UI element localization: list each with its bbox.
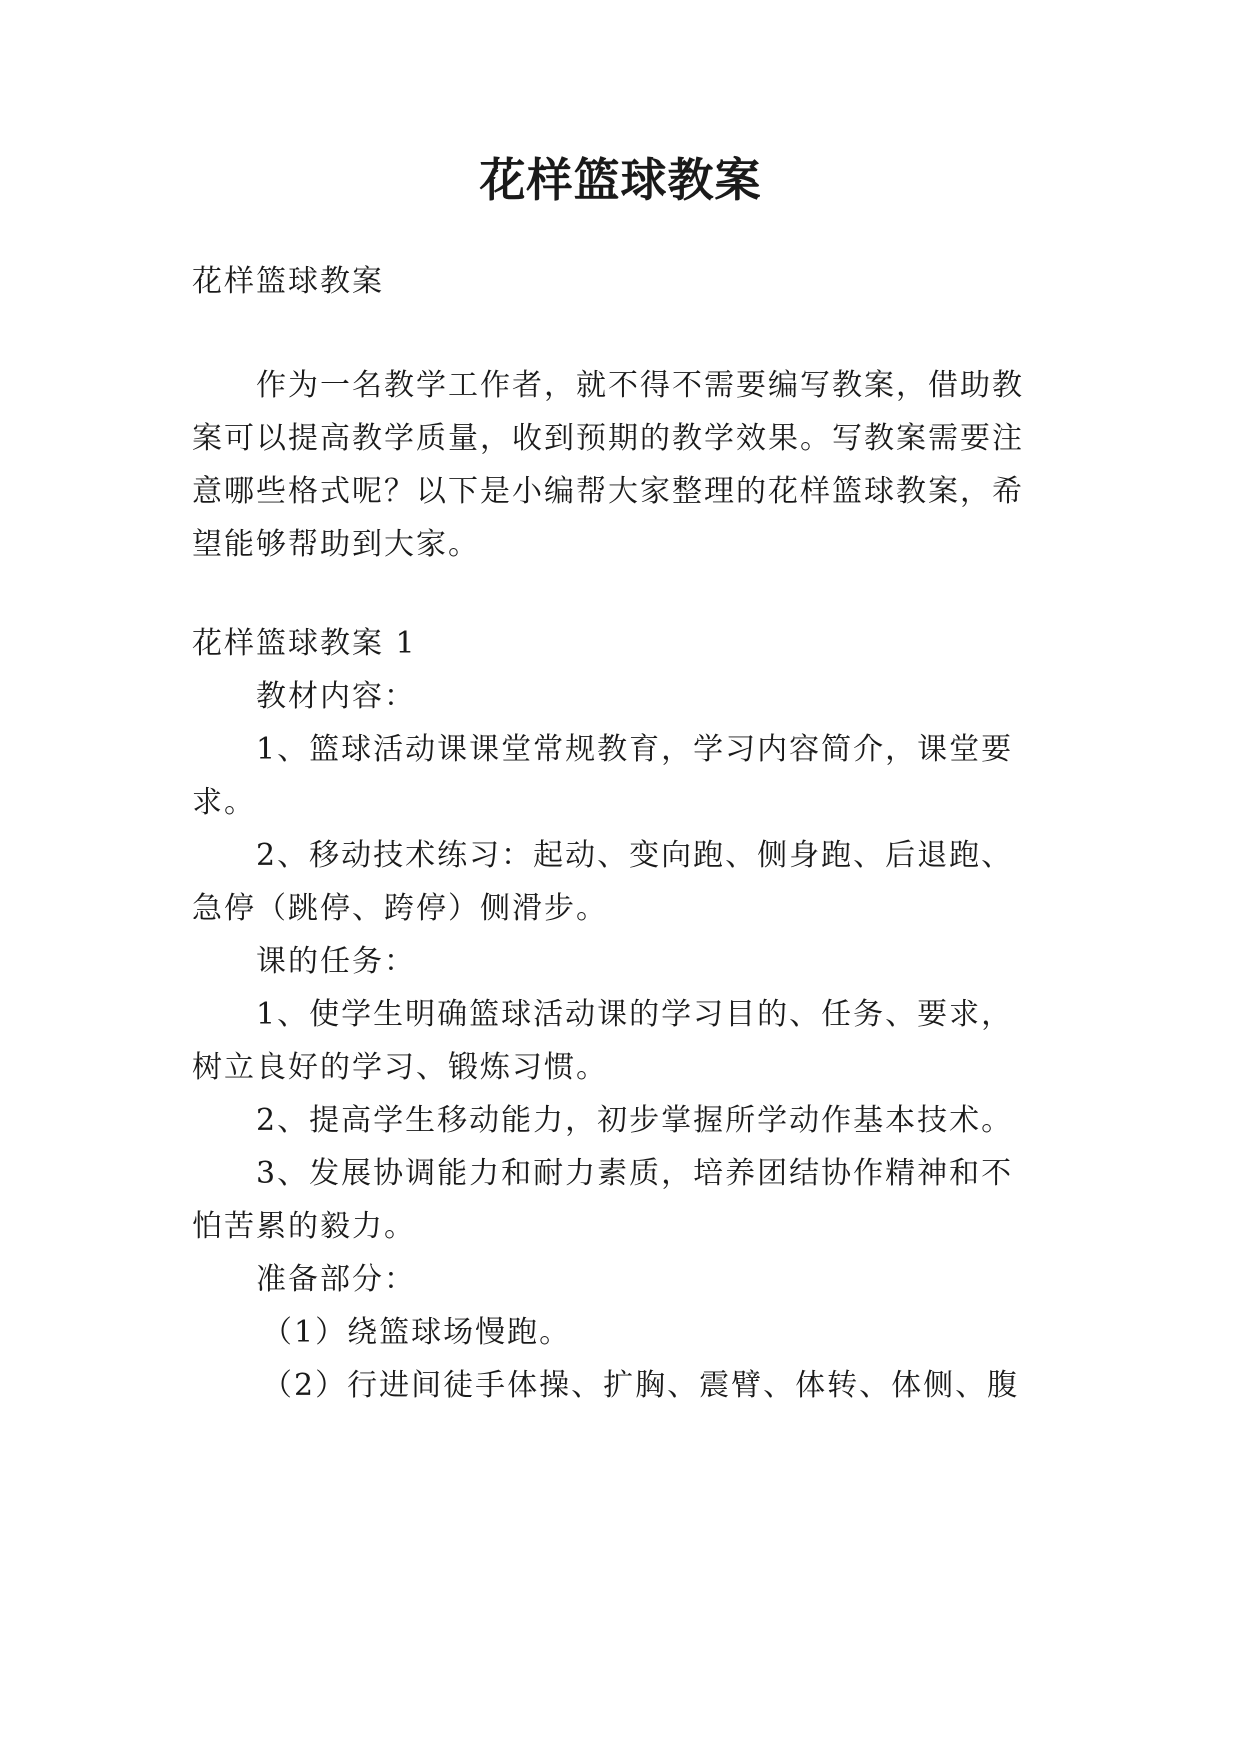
- intro-line: 望能够帮助到大家。: [192, 527, 480, 562]
- task-item-line: 3、发展协调能力和耐力素质，培养团结协作精神和不: [256, 1156, 1014, 1191]
- intro-line: 意哪些格式呢？以下是小编帮大家整理的花样篮球教案，希: [192, 474, 1024, 509]
- task-item-line: 2、提高学生移动能力，初步掌握所学动作基本技术。: [256, 1103, 1014, 1138]
- intro-line: 案可以提高教学质量，收到预期的教学效果。写教案需要注: [192, 421, 1024, 456]
- document-subtitle: 花样篮球教案: [192, 264, 384, 299]
- content-item-line: 急停（跳停、跨停）侧滑步。: [192, 891, 608, 926]
- content-label: 教材内容：: [256, 679, 416, 714]
- content-item-line: 1、篮球活动课课堂常规教育，学习内容简介，课堂要: [256, 732, 1014, 767]
- content-item-line: 2、移动技术练习：起动、变向跑、侧身跑、后退跑、: [256, 838, 1014, 873]
- prep-label: 准备部分：: [256, 1262, 416, 1297]
- document-title: 花样篮球教案: [479, 153, 762, 207]
- task-item-line: 怕苦累的毅力。: [192, 1209, 416, 1244]
- section-heading: 花样篮球教案 1: [192, 626, 417, 661]
- content-item-line: 求。: [192, 785, 256, 820]
- task-label: 课的任务：: [256, 944, 416, 979]
- task-item-line: 树立良好的学习、锻炼习惯。: [192, 1050, 608, 1085]
- intro-line: 作为一名教学工作者，就不得不需要编写教案，借助教: [256, 368, 1024, 403]
- prep-item-line: （1）绕篮球场慢跑。: [262, 1315, 572, 1350]
- task-item-line: 1、使学生明确篮球活动课的学习目的、任务、要求，: [256, 997, 1014, 1032]
- prep-item-line: （2）行进间徒手体操、扩胸、震臂、体转、体侧、腹: [262, 1368, 1020, 1403]
